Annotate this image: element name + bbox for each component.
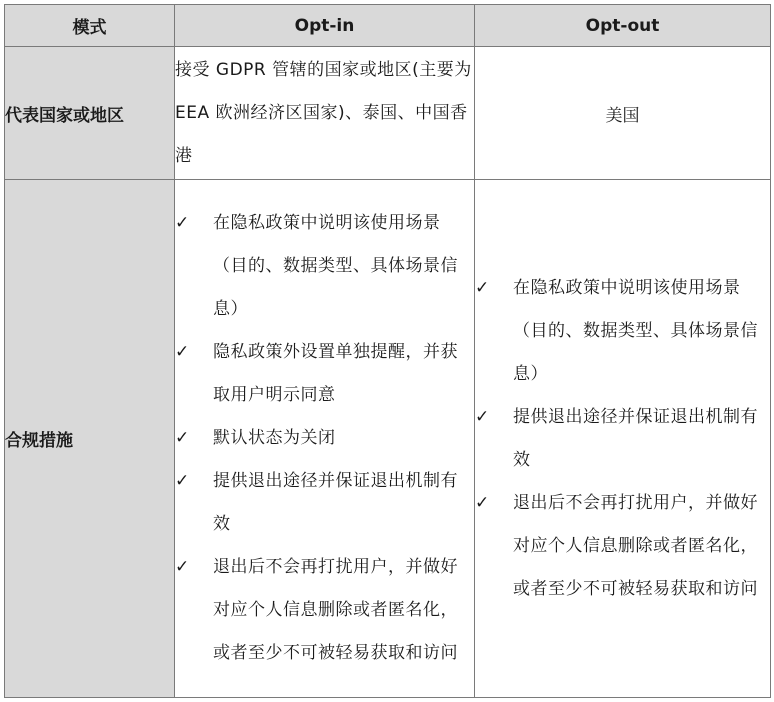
row-label-measures: 合规措施 <box>5 180 175 698</box>
comparison-table <box>4 4 771 698</box>
list-item <box>475 396 770 482</box>
check-icon: ✓ <box>475 277 490 298</box>
opt-in-measures <box>175 180 475 698</box>
header-opt-in: Opt-in <box>175 5 475 47</box>
list-item <box>175 331 474 417</box>
check-icon: ✓ <box>175 557 190 577</box>
opt-in-measure-list <box>175 202 474 675</box>
table-row <box>5 47 771 180</box>
header-opt-out: Opt-out <box>475 5 771 47</box>
measure-text: 提供退出途径并保证退出机制有效 <box>213 471 458 534</box>
check-icon: ✓ <box>175 428 190 448</box>
table-row <box>5 180 771 698</box>
measure-text: 提供退出途径并保证退出机制有效 <box>513 406 758 470</box>
header-row <box>5 5 771 47</box>
list-item <box>475 267 770 396</box>
list-item <box>175 202 474 331</box>
check-icon: ✓ <box>475 492 490 513</box>
check-icon: ✓ <box>175 213 190 233</box>
measure-text: 退出后不会再打扰用户，并做好对应个人信息删除或者匿名化，或者至少不可被轻易获取和访问 <box>513 492 758 599</box>
measure-text: 隐私政策外设置单独提醒，并获取用户明示同意 <box>213 342 458 405</box>
check-icon: ✓ <box>175 342 190 362</box>
opt-out-measure-list <box>475 267 770 611</box>
measure-text: 在隐私政策中说明该使用场景（目的、数据类型、具体场景信息） <box>213 213 458 319</box>
opt-out-measures <box>475 180 771 698</box>
check-icon: ✓ <box>475 406 490 427</box>
list-item <box>175 546 474 675</box>
opt-in-countries: 接受 GDPR 管辖的国家或地区(主要为 EEA 欧洲经济区国家)、泰国、中国香港 <box>175 47 475 180</box>
list-item <box>475 482 770 611</box>
measure-text: 默认状态为关闭 <box>213 428 336 448</box>
header-mode: 模式 <box>5 5 175 47</box>
check-icon: ✓ <box>175 471 190 491</box>
measure-text: 退出后不会再打扰用户，并做好对应个人信息删除或者匿名化，或者至少不可被轻易获取和访问 <box>213 557 458 663</box>
list-item <box>175 417 474 460</box>
list-item <box>175 460 474 546</box>
row-label-countries: 代表国家或地区 <box>5 47 175 180</box>
measure-text: 在隐私政策中说明该使用场景（目的、数据类型、具体场景信息） <box>513 277 758 384</box>
opt-out-countries: 美国 <box>475 47 771 180</box>
